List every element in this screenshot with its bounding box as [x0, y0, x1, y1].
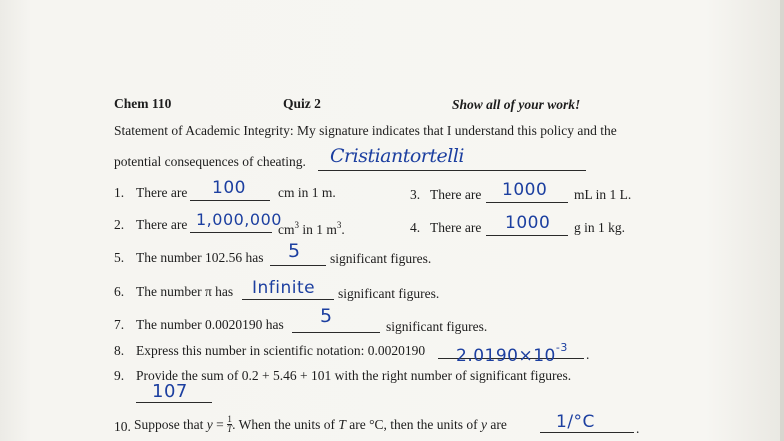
q9-number: 9. — [114, 368, 125, 383]
q7-text: The number 0.0020190 has — [136, 317, 284, 332]
q6-answer-line — [242, 299, 334, 300]
q7-answer-line — [292, 332, 380, 333]
q10-number: 10. — [114, 419, 131, 434]
q5-text: The number 102.56 has — [136, 250, 264, 265]
q6-number: 6. — [114, 284, 125, 299]
q5-number: 5. — [114, 250, 125, 265]
q8-text: Express this number in scientific notation: 0.0020190 — [136, 343, 426, 358]
q7-text-after: significant figures. — [386, 319, 488, 334]
page-edge — [780, 0, 784, 441]
q4-text-after: g in 1 kg. — [574, 220, 626, 235]
quiz-title: Quiz 2 — [283, 96, 321, 111]
q4-answer: 1000 — [505, 213, 551, 233]
q8-text-after: . — [586, 347, 590, 362]
q2-answer-line — [190, 232, 272, 233]
q4-text: There are — [430, 220, 482, 235]
q9-answer-line — [136, 402, 212, 403]
q2-text: There are — [136, 217, 188, 232]
q2-text-after: $cm^3$ in 1 $m^3$. — [278, 220, 345, 237]
q1-text-after: cm in 1 m. — [278, 185, 336, 200]
q2-number: 2. — [114, 217, 125, 232]
course-title: Chem 110 — [114, 96, 172, 111]
q1-number: 1. — [114, 185, 125, 200]
q1-text: There are — [136, 185, 188, 200]
q4-number: 4. — [410, 220, 421, 235]
q3-number: 3. — [410, 187, 421, 202]
q3-text: There are — [430, 187, 482, 202]
q9-text: Provide the sum of 0.2 + 5.46 + 101 with the right number of significant figures. — [136, 368, 572, 383]
integrity-statement: Statement of Academic Integrity: My signature indicates that I understand this policy and the — [114, 123, 617, 138]
q5-text-after: significant figures. — [330, 251, 432, 266]
q3-answer: 1000 — [502, 180, 548, 200]
integrity-consequences: potential consequences of cheating. — [114, 154, 306, 169]
instruction-text: Show all of your work! — [452, 97, 581, 112]
q10-text-after: . — [636, 421, 640, 436]
q10-text: Suppose that y = $\frac{1}{T}$. When the units of T are °C, then the units of y are — [134, 414, 507, 434]
q6-text-after: significant figures. — [338, 286, 440, 301]
q7-answer: 5 — [320, 305, 333, 327]
signature-line — [318, 170, 586, 171]
q9-answer: 107 — [152, 381, 188, 402]
q8-number: 8. — [114, 343, 125, 358]
q5-answer: 5 — [288, 240, 301, 262]
q6-answer: Infinite — [252, 278, 316, 298]
q2-answer: 1,000,000 — [196, 210, 282, 229]
q7-number: 7. — [114, 317, 125, 332]
q4-answer-line — [486, 235, 568, 236]
q3-answer-line — [486, 202, 568, 203]
q1-answer: 100 — [212, 178, 246, 198]
q5-answer-line — [270, 265, 326, 266]
q8-answer: $2.0190\times 10^{-3}$ — [456, 341, 568, 366]
signature: Cristiantortelli — [330, 145, 464, 167]
q3-text-after: mL in 1 L. — [574, 187, 632, 202]
q1-answer-line — [190, 200, 270, 201]
fraction: $\frac{1}{T}$ — [227, 414, 233, 434]
q10-answer: 1/°C — [556, 412, 595, 432]
q10-answer-line — [540, 432, 634, 433]
q6-text: The number π has — [136, 284, 234, 299]
